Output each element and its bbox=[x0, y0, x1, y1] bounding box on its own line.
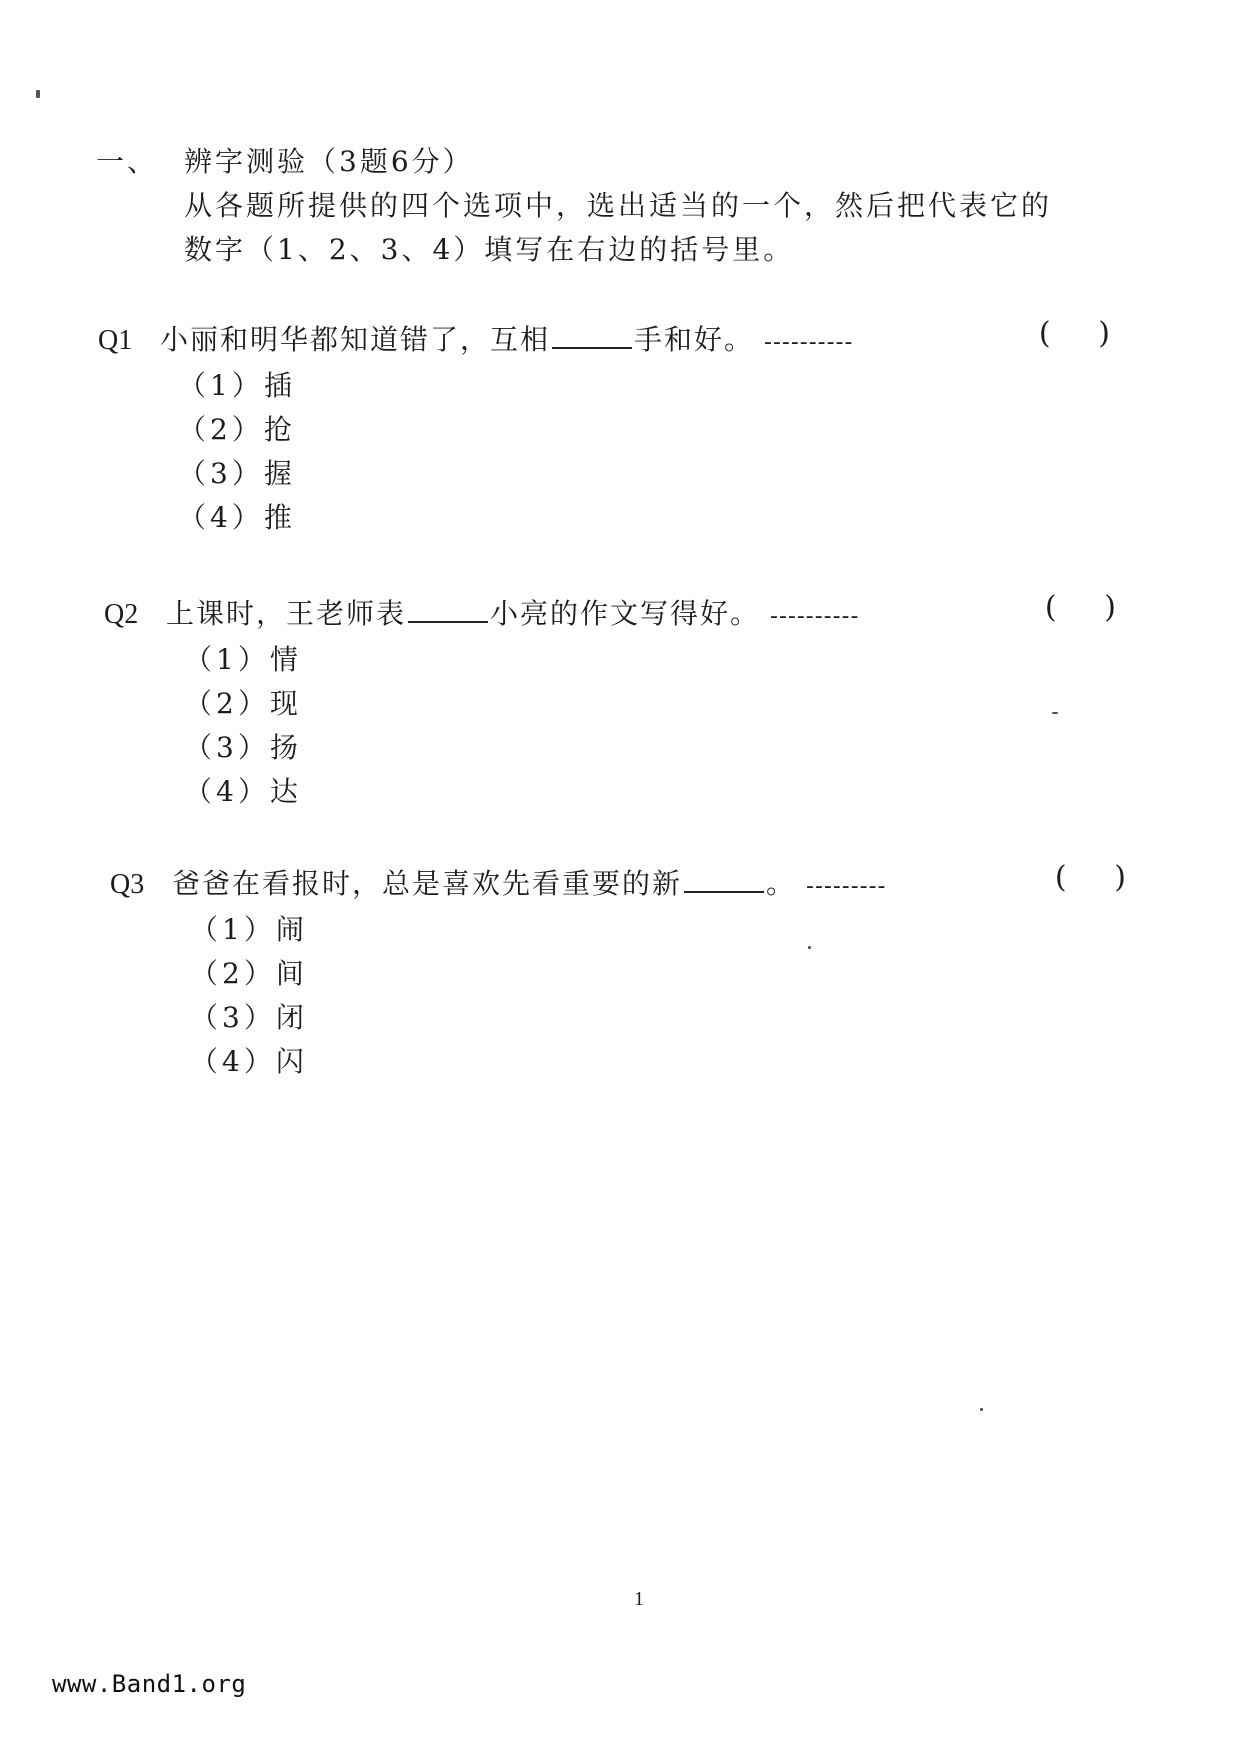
option-4: （4）推 bbox=[178, 501, 296, 534]
fill-in-blank[interactable] bbox=[684, 865, 764, 893]
section-title: 辨字测验（3题6分） bbox=[184, 145, 474, 178]
option-list bbox=[190, 908, 1126, 1084]
answer-parentheses[interactable]: ( ) bbox=[1044, 590, 1116, 625]
option-1: （1）闹 bbox=[190, 913, 308, 946]
option-2: （2）现 bbox=[184, 687, 302, 720]
option-1: （1）插 bbox=[178, 369, 296, 402]
section-title-line bbox=[96, 140, 1096, 184]
option-4: （4）闪 bbox=[190, 1045, 308, 1078]
option-2: （2）间 bbox=[190, 957, 308, 990]
question-text-after-blank: 。 bbox=[766, 867, 797, 900]
answer-parentheses[interactable]: ( ) bbox=[1054, 860, 1126, 895]
site-watermark: www.Band1.org bbox=[52, 1670, 247, 1698]
question-text-before-blank: 爸爸在看报时，总是喜欢先看重要的新 bbox=[172, 867, 683, 900]
leader-dashes: ---------- bbox=[764, 330, 854, 355]
question-text-before-blank: 小丽和明华都知道错了，互相 bbox=[160, 323, 551, 356]
question-text-after-blank: 手和好。 bbox=[634, 323, 755, 356]
option-list bbox=[184, 638, 1116, 814]
option-3: （3）扬 bbox=[184, 731, 302, 764]
option-4: （4）达 bbox=[184, 775, 302, 808]
question-2 bbox=[104, 592, 1116, 814]
question-stem bbox=[104, 592, 1116, 636]
leader-dashes: --------- bbox=[806, 874, 887, 899]
question-label: Q2 bbox=[104, 599, 139, 630]
option-list bbox=[178, 364, 1110, 540]
answer-parentheses[interactable]: ( ) bbox=[1038, 316, 1110, 351]
option-3: （3）闭 bbox=[190, 1001, 308, 1034]
question-stem bbox=[98, 318, 1110, 362]
page-number: 1 bbox=[634, 1588, 644, 1610]
scan-speck bbox=[808, 946, 811, 949]
option-2: （2）抢 bbox=[178, 413, 296, 446]
scan-speck bbox=[36, 90, 40, 98]
scan-speck bbox=[980, 1408, 983, 1411]
leader-dashes: ---------- bbox=[770, 604, 860, 629]
fill-in-blank[interactable] bbox=[408, 595, 488, 623]
section-number: 一、 bbox=[96, 145, 159, 178]
question-text-after-blank: 小亮的作文写得好。 bbox=[490, 597, 761, 630]
question-text-before-blank: 上课时，王老师表 bbox=[166, 597, 407, 630]
section-header bbox=[96, 140, 1096, 272]
question-3 bbox=[110, 862, 1126, 1084]
scan-speck bbox=[1052, 712, 1058, 714]
question-1 bbox=[98, 318, 1110, 540]
fill-in-blank[interactable] bbox=[552, 321, 632, 349]
section-instruction-line-2: 数字（1、2、3、4）填写在右边的括号里。 bbox=[184, 233, 795, 266]
section-instruction-line-1: 从各题所提供的四个选项中，选出适当的一个，然后把代表它的 bbox=[184, 189, 1053, 222]
option-3: （3）握 bbox=[178, 457, 296, 490]
option-1: （1）情 bbox=[184, 643, 302, 676]
question-label: Q3 bbox=[110, 869, 145, 900]
question-label: Q1 bbox=[98, 325, 133, 356]
question-stem bbox=[110, 862, 1126, 906]
